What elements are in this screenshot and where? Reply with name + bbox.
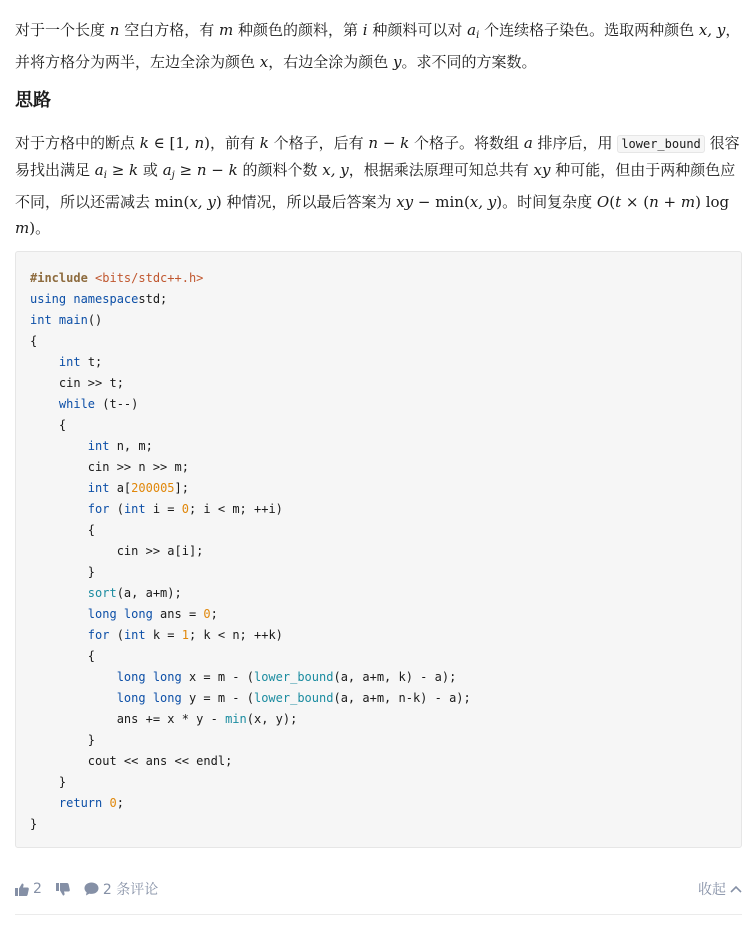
code-token: std; [138,292,168,306]
code-token: using namespace [30,292,139,306]
code-token: int [123,502,146,516]
math-var: xy [533,161,551,179]
downvote-button[interactable] [56,883,70,896]
code-token: long long [116,670,182,684]
code-token: ; [116,796,124,810]
code-line [30,667,727,688]
code-token: cin >> t; [30,376,124,390]
code-token: } [30,775,67,789]
math-var: i [362,21,368,39]
text: 或 [138,161,163,179]
collapse-label: 收起 [698,882,726,898]
code-token: return [58,796,110,810]
math-text: ) [204,134,210,152]
code-token: (a, a+m); [116,586,182,600]
code-token: 1 [181,628,189,642]
code-line [30,730,727,751]
math-text: ) [29,219,36,237]
code-token: main [58,313,88,327]
upvote-button[interactable] [15,881,42,897]
math-var: m [219,21,234,39]
code-token: ( [109,628,124,642]
code-token: int [87,481,110,495]
text: 。求不同的方案数。 [401,53,537,71]
math-subscript: j [171,170,175,181]
inline-code: lower_bound [617,135,704,153]
math-var: O [596,193,610,211]
code-token [30,607,88,621]
code-line [30,646,727,667]
code-token [30,628,88,642]
math-text: ) [496,193,503,211]
code-token: long long [87,607,153,621]
text: 空白方格，有 [119,21,219,39]
code-line [30,583,727,604]
code-token: lower_bound [253,670,334,684]
code-token: y = m - ( [181,691,254,705]
code-token [30,439,88,453]
math-text: ) log [695,193,730,211]
math-text: ≥ [174,161,197,179]
code-token: ; i < m; ++i) [188,502,283,516]
code-line [30,604,727,625]
math-var: x, y [322,161,349,179]
text: 个格子，后有 [268,134,369,152]
math-var: t [615,193,622,211]
math-var: n [194,134,205,152]
text: 很容易找出满足 [15,134,740,179]
code-line [30,499,727,520]
chevron-up-icon [730,881,742,897]
code-line [30,310,727,331]
math-var: x, y [698,21,726,39]
code-token: ; [210,607,218,621]
text: 的颜料个数 [237,161,323,179]
text: ，并将方格分为两半，左边全涂为颜色 [15,21,741,71]
text: 排序后，用 [532,134,618,152]
text: 种情况，所以最后答案为 [221,193,397,211]
section-heading: 思路 [15,90,51,111]
code-token: min [225,712,247,726]
math-var: y [393,53,402,71]
code-token: { [30,418,67,432]
math-var: n − k [196,161,238,179]
code-token: x = m - ( [181,670,254,684]
code-token: t; [80,355,103,369]
code-token: <bits/stdc++.h> [95,271,204,285]
code-token: { [30,649,96,663]
text: ，前有 [209,134,260,152]
text: 对于方格中的断点 [15,134,140,152]
code-token: long long [116,691,182,705]
code-block[interactable] [15,251,742,848]
code-line [30,373,727,394]
code-token: ( [109,502,124,516]
text: ，右边全涂为颜色 [268,53,394,71]
code-token: (x, y); [246,712,298,726]
text: 种颜色的颜料，第 [233,21,363,39]
math-var: x, y [189,193,216,211]
solution-paragraph [15,130,742,241]
code-token: #include [30,271,96,285]
code-token: 0 [181,502,189,516]
code-token: int [123,628,146,642]
code-token: i = [145,502,182,516]
answer-actions [15,876,742,902]
math-var: m [15,219,30,237]
code-token: } [30,565,96,579]
text: ，根据乘法原理可知总共有 [348,161,534,179]
math-subscript: i [476,30,480,41]
code-token: () [87,313,103,327]
math-var: xy [396,193,414,211]
comments-label: 2 条评论 [102,882,159,898]
math-text: − min( [413,193,470,211]
comments-button[interactable] [84,879,158,899]
code-token: cout << ans << endl; [30,754,233,768]
code-line [30,541,727,562]
code-token: cin >> n >> m; [30,460,189,474]
code-line [30,793,727,814]
code-token: for [87,502,110,516]
thumbs-up-icon [15,883,29,896]
math-var: m [680,193,696,211]
text: 个格子。将数组 [409,134,524,152]
math-var: x [259,53,269,71]
code-line [30,688,727,709]
math-var: a [94,161,104,179]
math-var: n [109,21,120,39]
math-var: k [129,161,139,179]
code-token: while [58,397,96,411]
code-token [30,355,59,369]
math-var: k [139,134,149,152]
code-token [30,691,117,705]
comment-bubble-icon [84,882,99,896]
code-line [30,751,727,772]
code-line [30,394,727,415]
code-token: (a, a+m, n-k) - a); [333,691,471,705]
math-var: a [162,161,172,179]
code-token: 0 [203,607,211,621]
code-token: int [58,355,81,369]
code-line [30,268,727,289]
code-token: ans = [152,607,204,621]
code-token [30,586,88,600]
text: 对于一个长度 [15,21,110,39]
code-line [30,520,727,541]
math-var: n − k [368,134,410,152]
divider [15,914,742,915]
code-line [30,814,727,835]
text: 种颜料可以对 [367,21,468,39]
math-text: ∈ [1, [148,134,195,152]
code-line [30,457,727,478]
upvote-count: 2 [33,881,42,897]
code-token: ans += x * y - [30,712,226,726]
code-token: n, m; [109,439,153,453]
code-token [30,670,117,684]
code-token: (a, a+m, k) - a); [333,670,457,684]
problem-paragraph [15,17,742,75]
math-var: a [523,134,533,152]
text: 个连续格子染色。选取两种颜色 [479,21,699,39]
code-line [30,709,727,730]
code-token: (t--) [95,397,139,411]
code-line [30,436,727,457]
text: 。 [35,219,51,237]
code-token: for [87,628,110,642]
text: 种可能，但由于两种颜色应不同，所以还需减去 [15,161,736,211]
code-line [30,331,727,352]
thumbs-down-icon [56,883,70,896]
code-token: k = [145,628,182,642]
math-subscript: i [103,170,107,181]
math-text: ) [215,193,222,211]
math-var: a [467,21,477,39]
code-token: { [30,523,96,537]
code-line [30,772,727,793]
code-token: int [30,313,59,327]
math-text: + [658,193,681,211]
code-token: lower_bound [253,691,334,705]
math-text: ≥ [106,161,130,179]
math-var: x, y [469,193,497,211]
code-token: ]; [174,481,189,495]
code-line [30,415,727,436]
code-line [30,562,727,583]
collapse-button[interactable] [698,876,742,902]
math-text: ( [609,193,616,211]
code-token [30,502,88,516]
code-line [30,478,727,499]
code-line [30,289,727,310]
code-token: cin >> a[i]; [30,544,204,558]
code-token: ; k < n; ++k) [188,628,283,642]
code-token: sort [87,586,117,600]
math-text: min( [154,193,190,211]
code-content [16,252,741,851]
math-var: k [259,134,269,152]
code-token [30,796,59,810]
code-token: { [30,334,38,348]
code-token [30,397,59,411]
text: 。时间复杂度 [502,193,597,211]
code-token: int [87,439,110,453]
code-token: } [30,817,38,831]
math-text: × ( [621,193,650,211]
code-line [30,352,727,373]
code-token: 0 [109,796,117,810]
code-token: } [30,733,96,747]
math-var: n [649,193,659,211]
code-line [30,625,727,646]
code-token: a[ [109,481,132,495]
code-token [30,481,88,495]
code-token: 200005 [131,481,175,495]
